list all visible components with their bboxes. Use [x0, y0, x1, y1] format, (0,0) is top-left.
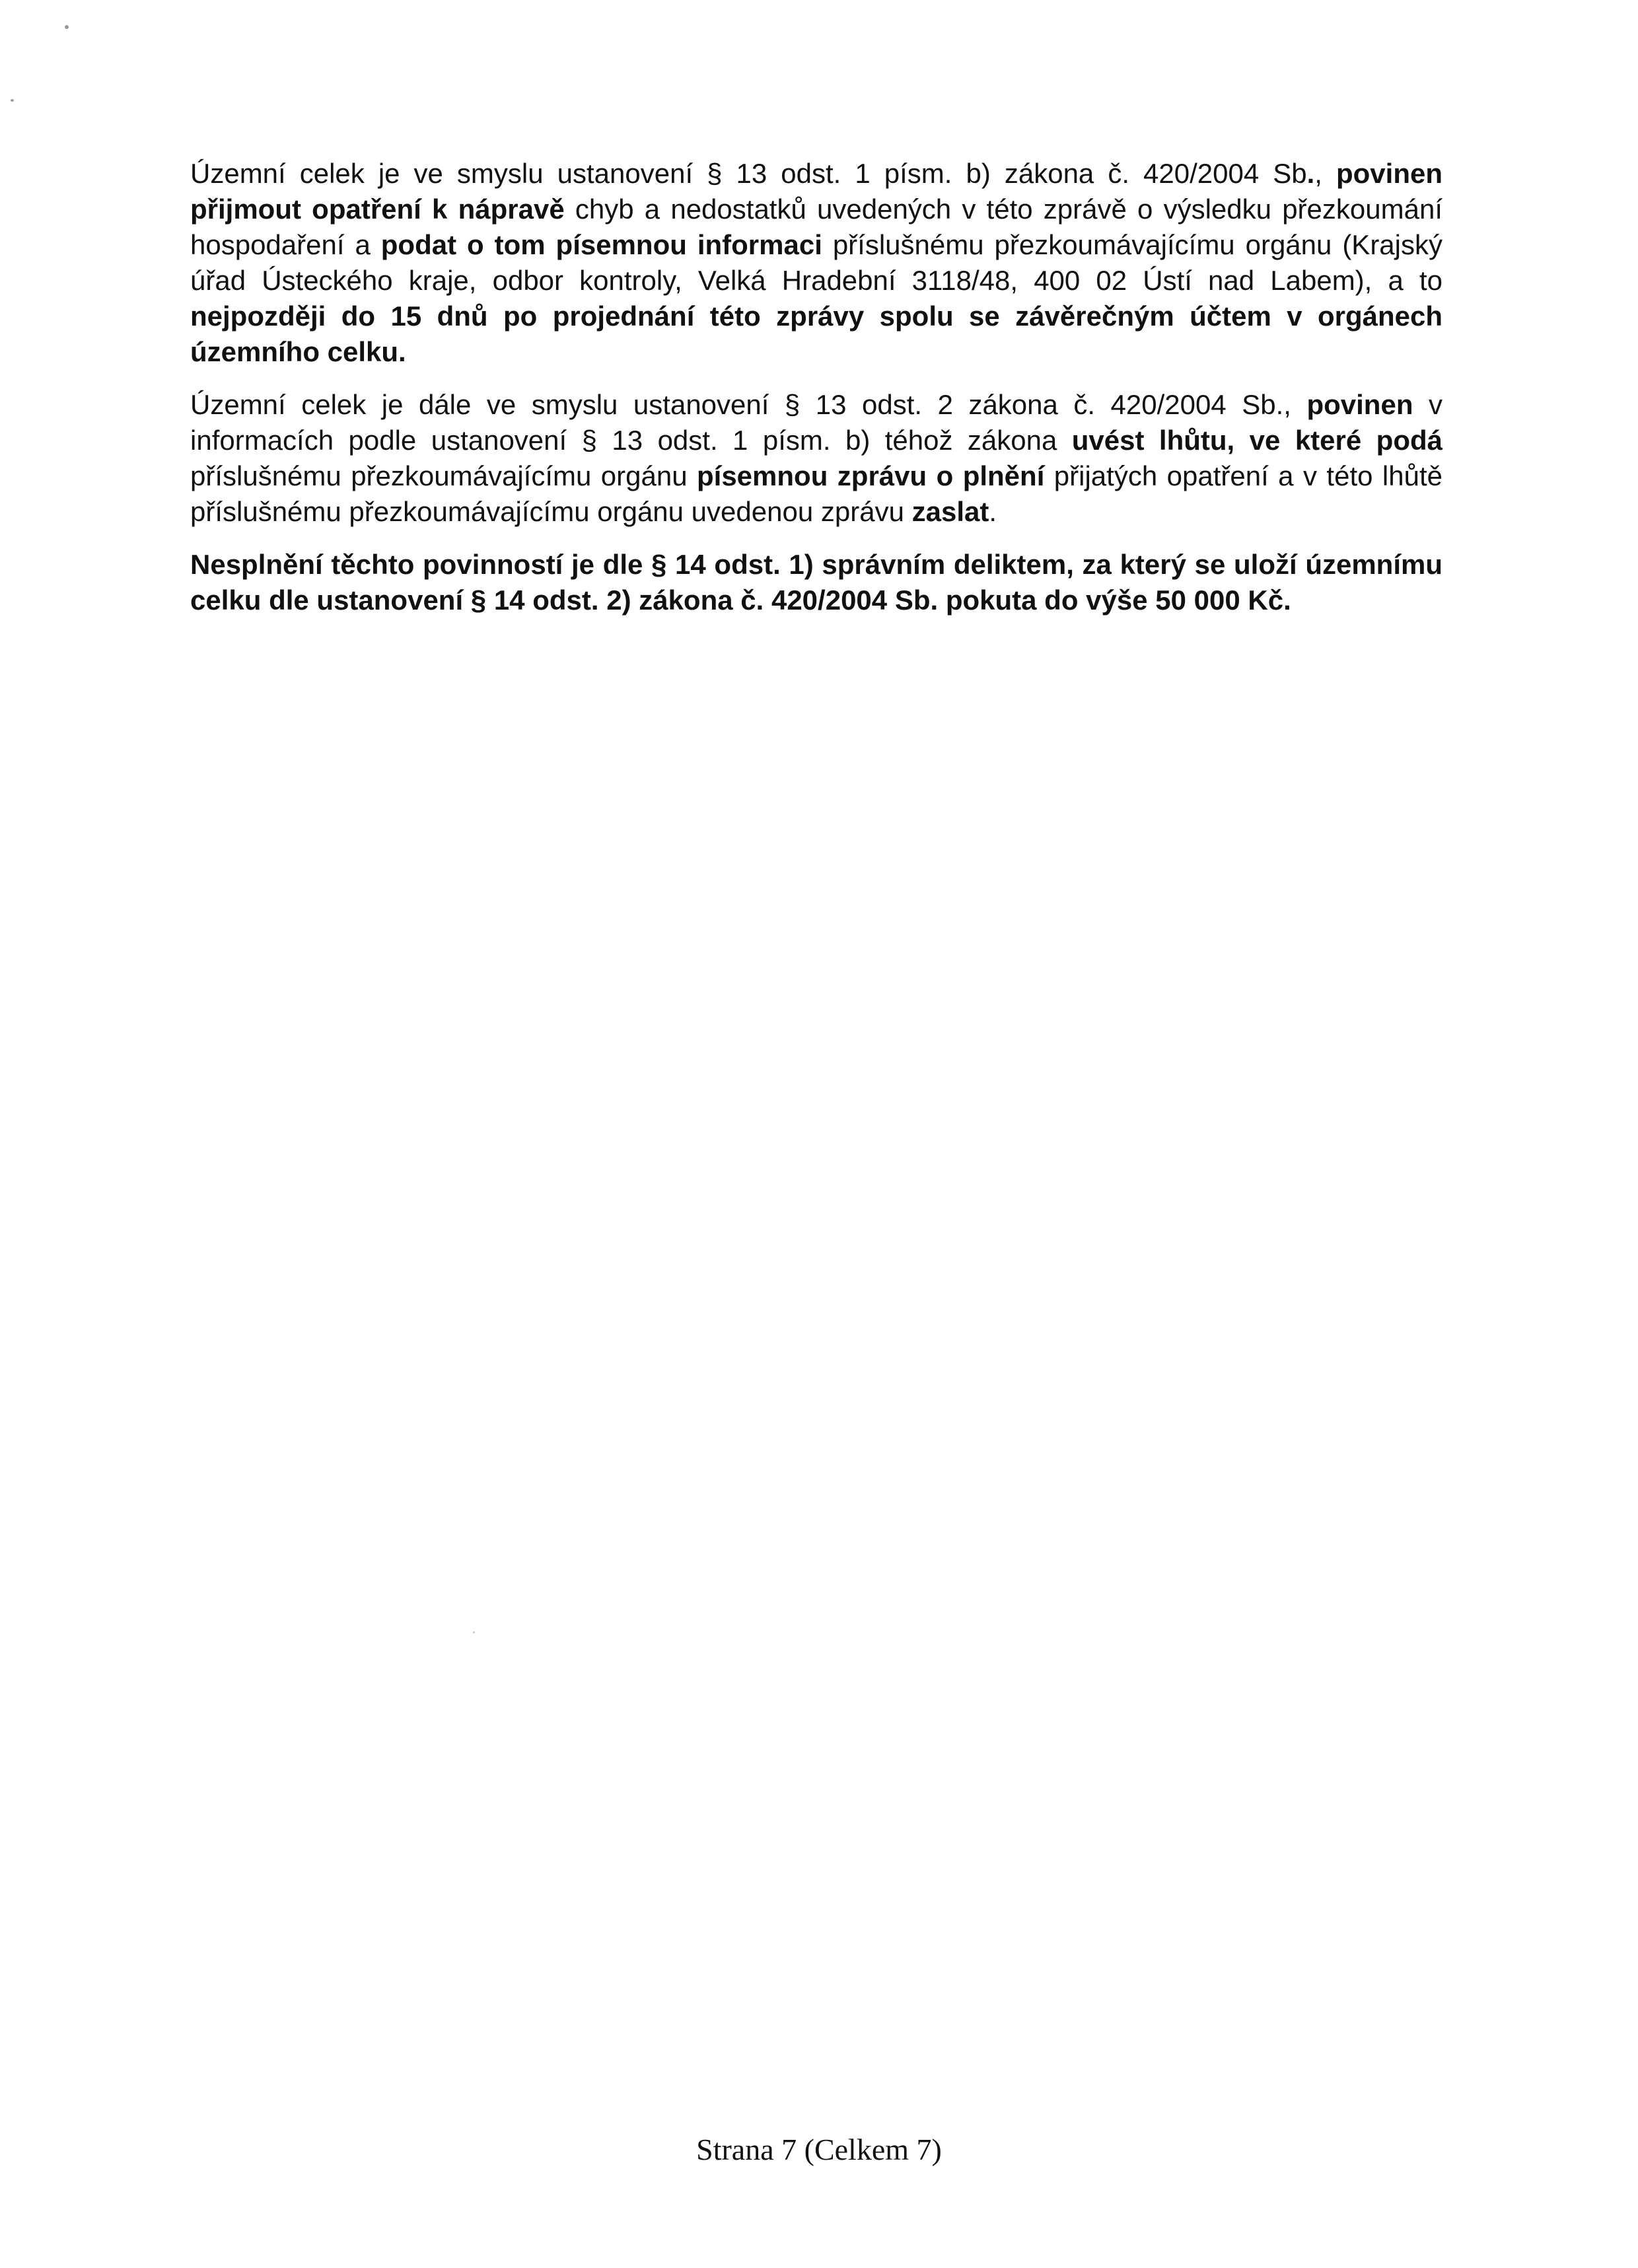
bold-text-run: povinen přijmout opatření k nápravě: [190, 158, 1442, 225]
page-footer: Strana 7 (Celkem 7): [696, 2133, 942, 2166]
text-run: přijatých opatření a v této lhůtě příslušnému přezkoumávajícímu orgánu uvedenou zprávu: [190, 460, 1442, 527]
paragraph-penalty-notice: [190, 547, 1442, 618]
document-body: [190, 156, 1442, 618]
bold-text-run: nejpozději do 15 dnů po projednání této zprávy spolu se závěrečným účtem v orgánech územního celku.: [190, 301, 1442, 367]
text-run: ,: [1314, 158, 1336, 189]
bold-text-run: .: [1306, 158, 1315, 189]
text-run: Územní celek je ve smyslu ustanovení § 13 odst. 1 písm. b) zákona č. 420/2004 Sb: [190, 158, 1307, 189]
bold-text-run: Nesplnění těchto povinností je dle § 14 odst. 1) správním deliktem, za který se uloží územnímu celku dle ustanovení § 14 odst. 2) zákona č. 420/2004 Sb. pokuta do výše 50 000 Kč.: [190, 549, 1442, 616]
scan-speck: [473, 1631, 475, 1633]
text-run: [1234, 425, 1249, 456]
text-run: Územní celek je dále ve smyslu ustanovení § 13 odst. 2 zákona č. 420/2004 Sb.,: [190, 389, 1307, 420]
bold-text-run: písemnou zprávu o plnění: [697, 460, 1045, 491]
bold-text-run: podat o tom písemnou informaci: [380, 229, 822, 260]
text-run: v informacích podle ustanovení § 13 odst. 1 písm. b) téhož zákona: [190, 389, 1442, 456]
bold-text-run: zaslat: [911, 496, 989, 527]
text-run: .: [989, 496, 997, 527]
text-run: příslušnému přezkoumávajícímu orgánu: [190, 460, 697, 491]
scan-speck: [65, 25, 69, 29]
text-run: příslušnému přezkoumávajícímu orgánu (Krajský úřad Ústeckého kraje, odbor kontroly, Velká Hradební 3118/48, 400 02 Ústí nad Labem), a to: [190, 229, 1442, 296]
bold-text-run: ve které podá: [1249, 425, 1442, 456]
text-run: chyb a nedostatků uvedených v této zprávě o výsledku přezkoumání hospodaření a: [190, 194, 1442, 260]
paragraph-deadline-report: [190, 387, 1442, 530]
paragraph-corrective-measures: [190, 156, 1442, 370]
bold-text-run: uvést lhůtu,: [1071, 425, 1235, 456]
scan-speck: [11, 99, 14, 102]
bold-text-run: povinen: [1306, 389, 1413, 420]
